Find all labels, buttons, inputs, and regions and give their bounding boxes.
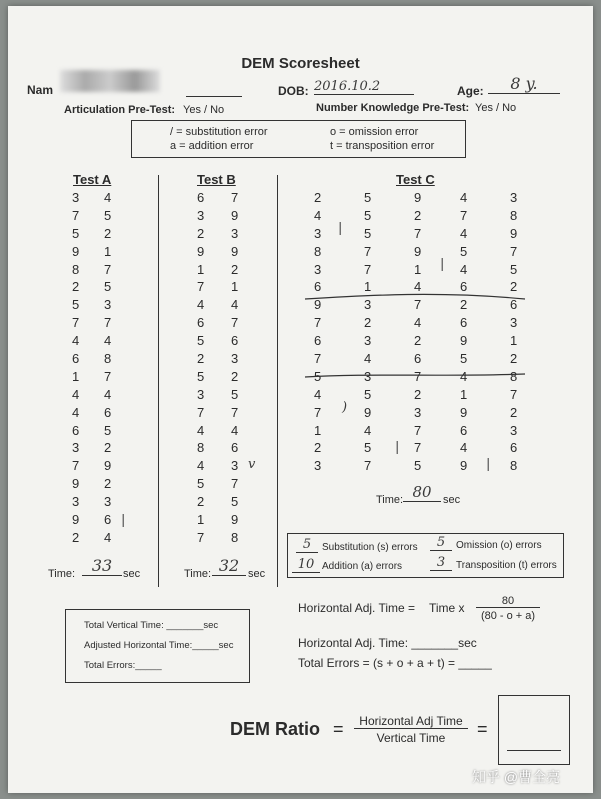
digit: 2 bbox=[414, 386, 422, 402]
digit: 7 bbox=[314, 315, 322, 331]
digit: 9 bbox=[460, 333, 468, 349]
digit: 6 bbox=[510, 440, 518, 456]
digit: 2 bbox=[510, 351, 518, 367]
digit: 7 bbox=[364, 261, 372, 277]
digit: 4 bbox=[197, 297, 205, 313]
digit: 9 bbox=[72, 512, 80, 528]
watermark-text: 知乎 @曹全亮 bbox=[472, 769, 561, 785]
digit: 5 bbox=[197, 476, 205, 492]
digit: 7 bbox=[197, 279, 205, 295]
digit: 3 bbox=[72, 494, 80, 510]
digit: 2 bbox=[231, 368, 239, 384]
digit: 1 bbox=[314, 422, 322, 438]
digit: 7 bbox=[364, 243, 372, 259]
digit: 7 bbox=[510, 386, 518, 402]
digit: 6 bbox=[72, 351, 80, 367]
digit: 4 bbox=[364, 351, 372, 367]
digit: 7 bbox=[231, 190, 239, 205]
digit: 4 bbox=[414, 315, 422, 331]
test-c-mark-3: ) bbox=[342, 400, 348, 415]
digit: 8 bbox=[72, 261, 80, 277]
digit: 3 bbox=[104, 297, 112, 313]
digit: 3 bbox=[314, 261, 322, 277]
test-c-row bbox=[314, 243, 534, 261]
digit: 7 bbox=[414, 422, 422, 438]
digit: 7 bbox=[197, 404, 205, 420]
test-a-time-label: Time: bbox=[48, 568, 76, 580]
digit: 4 bbox=[104, 529, 112, 545]
digit: 7 bbox=[510, 243, 518, 259]
test-a-column-right bbox=[104, 189, 111, 547]
test-a-column-left bbox=[72, 189, 79, 547]
digit: 3 bbox=[231, 351, 239, 367]
test-c-row bbox=[314, 261, 534, 279]
digit: 5 bbox=[104, 279, 112, 295]
ratio-equals-2: = bbox=[477, 719, 488, 739]
digit: 3 bbox=[510, 315, 518, 331]
digit: 3 bbox=[364, 368, 372, 384]
digit: 7 bbox=[231, 404, 239, 420]
test-b-title: Test B bbox=[197, 172, 236, 187]
digit: 4 bbox=[72, 386, 80, 402]
formula-denominator: (80 - o + a) bbox=[480, 610, 536, 622]
dob-label: DOB: bbox=[278, 84, 309, 98]
digit: 6 bbox=[414, 351, 422, 367]
digit: 1 bbox=[197, 261, 205, 277]
legend-substitution: / = substitution error bbox=[170, 126, 268, 138]
digit: 9 bbox=[460, 404, 468, 420]
digit: 2 bbox=[197, 494, 205, 510]
digit: 3 bbox=[104, 494, 112, 510]
sheet-title: DEM Scoresheet bbox=[241, 55, 360, 72]
digit: 7 bbox=[231, 315, 239, 331]
digit: 5 bbox=[364, 225, 372, 241]
totals-box bbox=[65, 609, 250, 683]
formula-numerator: 80 bbox=[476, 595, 540, 608]
digit: 1 bbox=[72, 368, 80, 384]
digit: 5 bbox=[72, 225, 80, 241]
horizontal-adj-time-x: Time x bbox=[429, 601, 465, 615]
digit: 4 bbox=[314, 386, 322, 402]
digit: 8 bbox=[314, 243, 322, 259]
digit: 4 bbox=[197, 422, 205, 438]
test-c-mark-5: | bbox=[486, 457, 491, 472]
digit: 2 bbox=[72, 279, 80, 295]
digit: 7 bbox=[72, 315, 80, 331]
digit: 6 bbox=[231, 440, 239, 456]
digit: 9 bbox=[414, 243, 422, 259]
ratio-denominator: Vertical Time bbox=[376, 731, 446, 745]
digit: 3 bbox=[364, 333, 372, 349]
digit: 1 bbox=[104, 243, 112, 259]
digit: 5 bbox=[364, 207, 372, 223]
digit: 8 bbox=[231, 529, 239, 545]
test-c-mark-1: | bbox=[338, 221, 343, 236]
test-a-time-value: 33 bbox=[82, 556, 122, 576]
test-c-sec: sec bbox=[443, 494, 461, 506]
legend-addition: a = addition error bbox=[170, 140, 254, 152]
addition-count: 10 bbox=[292, 557, 320, 573]
ratio-numerator: Horizontal Adj Time bbox=[354, 714, 468, 729]
transposition-count: 3 bbox=[430, 555, 452, 571]
test-b-sec: sec bbox=[248, 568, 266, 580]
digit: 4 bbox=[460, 261, 468, 277]
digit: 8 bbox=[104, 351, 112, 367]
digit: 2 bbox=[197, 351, 205, 367]
digit: 5 bbox=[197, 368, 205, 384]
digit: 4 bbox=[364, 422, 372, 438]
digit: 4 bbox=[460, 225, 468, 241]
age-value: 8 y. bbox=[488, 74, 560, 94]
test-b-error-mark: v bbox=[248, 457, 256, 472]
digit: 5 bbox=[460, 243, 468, 259]
test-a-error-mark: | bbox=[121, 513, 126, 528]
digit: 9 bbox=[414, 190, 422, 205]
test-c-row bbox=[314, 225, 534, 243]
number-knowledge-label: Number Knowledge Pre-Test: bbox=[316, 102, 470, 114]
digit: 4 bbox=[104, 190, 112, 205]
digit: 5 bbox=[231, 386, 239, 402]
name-redacted bbox=[60, 70, 160, 92]
digit: 4 bbox=[231, 297, 239, 313]
name-label: Nam bbox=[27, 83, 54, 97]
digit: 2 bbox=[510, 279, 518, 295]
test-c-mark-2: | bbox=[440, 257, 445, 272]
digit: 2 bbox=[197, 225, 205, 241]
digit: 2 bbox=[231, 261, 239, 277]
digit: 2 bbox=[104, 476, 112, 492]
digit: 1 bbox=[364, 279, 372, 295]
digit: 7 bbox=[104, 315, 112, 331]
digit: 4 bbox=[72, 404, 80, 420]
digit: 4 bbox=[231, 422, 239, 438]
digit: 1 bbox=[510, 333, 518, 349]
digit: 7 bbox=[104, 368, 112, 384]
digit: 6 bbox=[460, 422, 468, 438]
digit: 3 bbox=[197, 207, 205, 223]
digit: 6 bbox=[104, 512, 112, 528]
digit: 6 bbox=[231, 333, 239, 349]
test-c-row bbox=[314, 439, 534, 457]
digit: 2 bbox=[460, 297, 468, 313]
digit: 5 bbox=[364, 190, 372, 205]
digit: 9 bbox=[231, 243, 239, 259]
digit: 5 bbox=[364, 440, 372, 456]
digit: 6 bbox=[197, 190, 205, 205]
digit: 3 bbox=[314, 458, 322, 474]
digit: 2 bbox=[364, 315, 372, 331]
test-a-sec: sec bbox=[123, 568, 141, 580]
digit: 2 bbox=[414, 207, 422, 223]
test-a-title: Test A bbox=[73, 172, 112, 187]
digit: 6 bbox=[460, 279, 468, 295]
test-b-time-label: Time: bbox=[184, 568, 212, 580]
digit: 7 bbox=[197, 529, 205, 545]
digit: 3 bbox=[510, 422, 518, 438]
test-c-time-value: 80 bbox=[403, 483, 441, 502]
dem-ratio-label: DEM Ratio bbox=[230, 719, 320, 739]
digit: 3 bbox=[72, 440, 80, 456]
dem-ratio-equals: = bbox=[333, 719, 344, 739]
digit: 5 bbox=[104, 422, 112, 438]
omission-count: 5 bbox=[430, 535, 452, 551]
digit: 2 bbox=[314, 440, 322, 456]
digit: 8 bbox=[197, 440, 205, 456]
digit: 8 bbox=[510, 458, 518, 474]
test-c-mark-4: | bbox=[395, 440, 400, 455]
substitution-count: 5 bbox=[296, 537, 318, 553]
digit: 9 bbox=[72, 476, 80, 492]
test-c-row bbox=[314, 422, 534, 440]
digit: 6 bbox=[460, 315, 468, 331]
digit: 9 bbox=[364, 404, 372, 420]
digit: 7 bbox=[460, 207, 468, 223]
digit: 7 bbox=[314, 404, 322, 420]
digit: 7 bbox=[414, 225, 422, 241]
digit: 2 bbox=[104, 225, 112, 241]
test-c-strike-marks bbox=[300, 285, 530, 385]
substitution-label: Substitution (s) errors bbox=[322, 542, 418, 553]
digit: 7 bbox=[72, 207, 80, 223]
digit: 7 bbox=[414, 440, 422, 456]
digit: 9 bbox=[510, 225, 518, 241]
digit: 5 bbox=[72, 297, 80, 313]
digit: 3 bbox=[197, 386, 205, 402]
legend-transposition: t = transposition error bbox=[330, 140, 435, 152]
age-label: Age: bbox=[457, 84, 484, 98]
digit: 5 bbox=[197, 333, 205, 349]
digit: 9 bbox=[460, 458, 468, 474]
omission-label: Omission (o) errors bbox=[456, 540, 542, 551]
digit: 9 bbox=[231, 512, 239, 528]
digit: 1 bbox=[414, 261, 422, 277]
digit: 6 bbox=[314, 333, 322, 349]
digit: 4 bbox=[460, 368, 468, 384]
digit: 6 bbox=[104, 404, 112, 420]
number-knowledge-options: Yes / No bbox=[475, 102, 517, 114]
error-legend-box bbox=[131, 120, 466, 158]
horizontal-adj-formula-label: Horizontal Adj. Time = bbox=[298, 601, 416, 615]
digit: 4 bbox=[414, 279, 422, 295]
digit: 7 bbox=[314, 351, 322, 367]
ratio-result-line bbox=[507, 750, 561, 751]
digit: 7 bbox=[104, 261, 112, 277]
dob-value: 2016.10.2 bbox=[314, 79, 414, 95]
total-errors: Total Errors:_____ bbox=[84, 660, 162, 671]
digit: 9 bbox=[314, 297, 322, 313]
digit: 3 bbox=[364, 297, 372, 313]
digit: 5 bbox=[104, 207, 112, 223]
digit: 3 bbox=[72, 190, 80, 205]
test-b-column-left bbox=[197, 189, 204, 547]
total-vertical-time: Total Vertical Time: _______sec bbox=[84, 620, 219, 631]
digit: 2 bbox=[314, 190, 322, 205]
horizontal-adj-time-line: Horizontal Adj. Time: _______sec bbox=[298, 636, 477, 650]
ratio-result-box bbox=[498, 695, 570, 765]
digit: 1 bbox=[460, 386, 468, 402]
digit: 2 bbox=[414, 333, 422, 349]
test-b-time-value: 32 bbox=[212, 556, 246, 576]
digit: 2 bbox=[104, 440, 112, 456]
digit: 9 bbox=[231, 207, 239, 223]
digit: 4 bbox=[72, 333, 80, 349]
test-c-time-label: Time: bbox=[376, 494, 404, 506]
digit: 3 bbox=[414, 404, 422, 420]
digit: 3 bbox=[510, 190, 518, 205]
digit: 7 bbox=[364, 458, 372, 474]
digit: 5 bbox=[414, 458, 422, 474]
digit: 4 bbox=[460, 190, 468, 205]
digit: 7 bbox=[72, 458, 80, 474]
digit: 3 bbox=[314, 225, 322, 241]
test-c-title: Test C bbox=[396, 172, 435, 187]
digit: 6 bbox=[197, 315, 205, 331]
digit: 1 bbox=[231, 279, 239, 295]
digit: 3 bbox=[231, 225, 239, 241]
digit: 4 bbox=[104, 386, 112, 402]
digit: 4 bbox=[460, 440, 468, 456]
articulation-options: Yes / No bbox=[183, 104, 225, 116]
test-c-row bbox=[314, 457, 534, 475]
digit: 7 bbox=[414, 297, 422, 313]
digit: 3 bbox=[231, 458, 239, 474]
digit: 2 bbox=[72, 529, 80, 545]
test-c-row bbox=[314, 189, 534, 207]
digit: 5 bbox=[314, 368, 322, 384]
addition-label: Addition (a) errors bbox=[322, 561, 403, 572]
digit: 2 bbox=[510, 404, 518, 420]
digit: 9 bbox=[104, 458, 112, 474]
test-b-column-right bbox=[231, 189, 238, 547]
name-line bbox=[186, 96, 242, 97]
digit: 8 bbox=[510, 207, 518, 223]
articulation-label: Articulation Pre-Test: bbox=[64, 104, 176, 116]
digit: 5 bbox=[460, 351, 468, 367]
digit: 8 bbox=[510, 368, 518, 384]
adjusted-horizontal-time: Adjusted Horizontal Time:_____sec bbox=[84, 640, 234, 651]
digit: 5 bbox=[364, 386, 372, 402]
digit: 5 bbox=[231, 494, 239, 510]
digit: 9 bbox=[197, 243, 205, 259]
digit: 6 bbox=[510, 297, 518, 313]
test-c-row bbox=[314, 207, 534, 225]
transposition-label: Transposition (t) errors bbox=[456, 560, 557, 571]
digit: 6 bbox=[314, 279, 322, 295]
digit: 4 bbox=[314, 207, 322, 223]
divider-b-c bbox=[277, 175, 278, 587]
digit: 7 bbox=[231, 476, 239, 492]
total-errors-formula: Total Errors = (s + o + a + t) = _____ bbox=[298, 656, 492, 670]
digit: 1 bbox=[197, 512, 205, 528]
legend-omission: o = omission error bbox=[330, 126, 419, 138]
digit: 7 bbox=[414, 368, 422, 384]
digit: 4 bbox=[104, 333, 112, 349]
error-count-box bbox=[287, 533, 564, 578]
digit: 4 bbox=[197, 458, 205, 474]
digit: 5 bbox=[510, 261, 518, 277]
divider-a-b bbox=[158, 175, 159, 587]
digit: 9 bbox=[72, 243, 80, 259]
digit: 6 bbox=[72, 422, 80, 438]
